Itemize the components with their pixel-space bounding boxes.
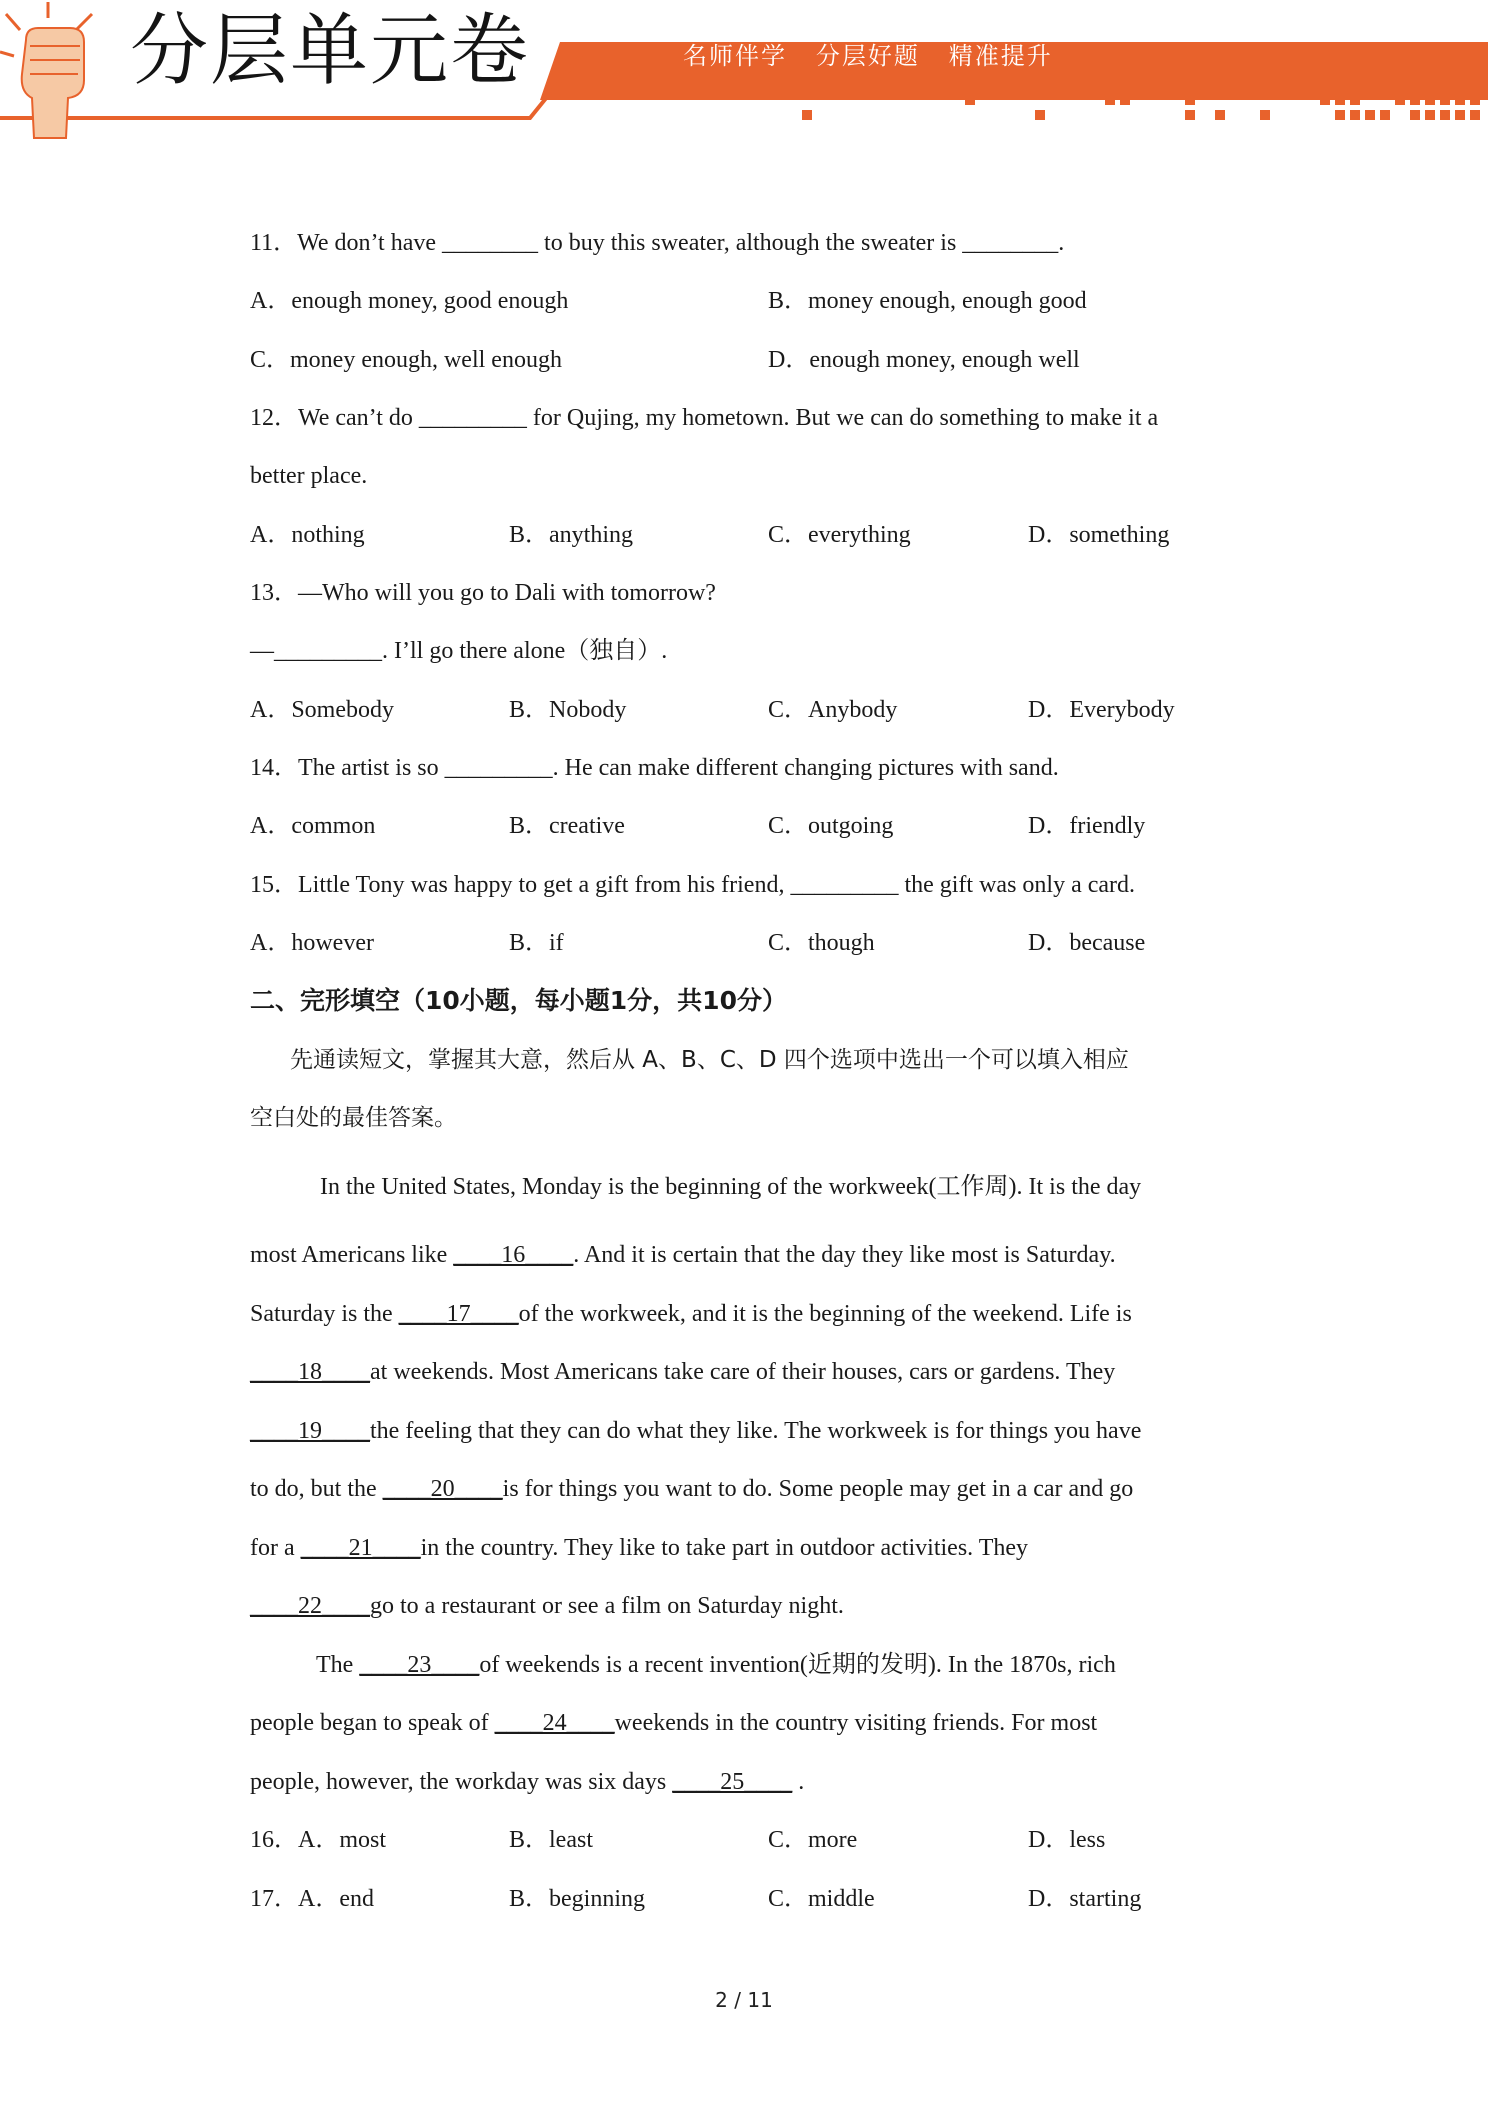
question-14-option-a: A．common — [250, 813, 376, 839]
blank-17: ____17____ — [398, 1301, 519, 1327]
question-17-option-c: C．middle — [768, 1886, 875, 1912]
blank-16: ____16____ — [453, 1242, 574, 1268]
question-14-option-b: B．creative — [509, 813, 625, 839]
question-12-option-b: B．anything — [509, 522, 633, 548]
question-15-option-d: D．because — [1028, 930, 1146, 956]
question-16-option-c: C．more — [768, 1827, 858, 1853]
question-15-option-a: A．however — [250, 930, 374, 956]
passage-line: ____19____the feeling that they can do what they like. The workweek is for things you have — [250, 1418, 1142, 1444]
question-12-option-a: A．nothing — [250, 522, 365, 548]
question-11-option-b: B．money enough, enough good — [768, 288, 1087, 314]
question-11-option-d: D．enough money, enough well — [768, 347, 1080, 373]
blank-19: ____19____ — [250, 1418, 370, 1444]
question-14-option-c: C．outgoing — [768, 813, 894, 839]
question-12-option-c: C．everything — [768, 522, 911, 548]
question-13-option-c: C．Anybody — [768, 697, 898, 723]
question-13-option-b: B．Nobody — [509, 697, 627, 723]
passage-line: ____18____at weekends. Most Americans take care of their houses, cars or gardens. They — [250, 1359, 1116, 1385]
blank-20: ____20____ — [382, 1476, 503, 1502]
question-16-option-d: D．less — [1028, 1827, 1106, 1853]
blank-24: ____24____ — [494, 1710, 615, 1736]
passage-line: The ____23____of weekends is a recent invention(近期的发明). In the 1870s, rich — [316, 1652, 1116, 1678]
blank-18: ____18____ — [250, 1359, 370, 1385]
question-11-option-c: C．money enough, well enough — [250, 347, 562, 373]
blank-21: ____21____ — [300, 1535, 421, 1561]
question-11-stem: 11．We don’t have ________ to buy this sweater, although the sweater is ________. — [250, 230, 1065, 256]
question-17-option-d: D．starting — [1028, 1886, 1142, 1912]
question-16-option-b: B．least — [509, 1827, 593, 1853]
page-number: 2 / 11 — [715, 1988, 773, 2012]
passage-line: ____22____go to a restaurant or see a film on Saturday night. — [250, 1593, 844, 1619]
section-heading: 二、完形填空（10小题，每小题1分，共10分） — [250, 986, 787, 1015]
header-slogan: 名师伴学 分层好题 精准提升 — [683, 42, 1053, 70]
question-14-option-d: D．friendly — [1028, 813, 1146, 839]
question-15-option-c: C．though — [768, 930, 875, 956]
passage-line: people began to speak of ____24____weekends in the country visiting friends. For most — [250, 1710, 1098, 1736]
blank-23: ____23____ — [359, 1652, 480, 1678]
brand-title: 分层单元卷 — [130, 6, 531, 96]
passage-line: for a ____21____in the country. They like to take part in outdoor activities. They — [250, 1535, 1029, 1561]
question-16-option-a: 16．A．most — [250, 1827, 387, 1853]
passage-line: to do, but the ____20____is for things you want to do. Some people may get in a car and go — [250, 1476, 1134, 1502]
page-header — [0, 0, 1488, 150]
question-13-answer-line: —_________. I’ll go there alone（独自）. — [250, 638, 668, 664]
question-12-stem-continued: better place. — [250, 463, 368, 489]
question-11-option-a: A．enough money, good enough — [250, 288, 569, 314]
question-13-option-a: A．Somebody — [250, 697, 394, 723]
question-15-stem: 15．Little Tony was happy to get a gift from his friend, _________ the gift was only a card. — [250, 872, 1136, 898]
passage-line: people, however, the workday was six days ____25____ . — [250, 1769, 805, 1795]
passage-line: Saturday is the ____17____of the workweek, and it is the beginning of the weekend. Life is — [250, 1301, 1132, 1327]
question-14-stem: 14．The artist is so _________. He can make different changing pictures with sand. — [250, 755, 1059, 781]
passage-line: most Americans like ____16____. And it is certain that the day they like most is Saturday. — [250, 1242, 1116, 1268]
question-13-option-d: D．Everybody — [1028, 697, 1175, 723]
blank-25: ____25____ — [672, 1769, 793, 1795]
question-15-option-b: B．if — [509, 930, 564, 956]
blank-22: ____22____ — [250, 1593, 370, 1619]
question-17-option-b: B．beginning — [509, 1886, 645, 1912]
passage-line: In the United States, Monday is the beginning of the workweek(工作周). It is the day — [320, 1174, 1142, 1200]
question-12-stem: 12．We can’t do _________ for Qujing, my hometown. But we can do something to make it a — [250, 405, 1159, 431]
section-instruction: 先通读短文，掌握其大意，然后从 A、B、C、D 四个选项中选出一个可以填入相应 — [290, 1047, 1129, 1073]
section-instruction-continued: 空白处的最佳答案。 — [250, 1105, 457, 1131]
question-13-stem: 13．—Who will you go to Dali with tomorrow? — [250, 580, 716, 606]
question-12-option-d: D．something — [1028, 522, 1170, 548]
question-17-option-a: 17．A．end — [250, 1886, 374, 1912]
